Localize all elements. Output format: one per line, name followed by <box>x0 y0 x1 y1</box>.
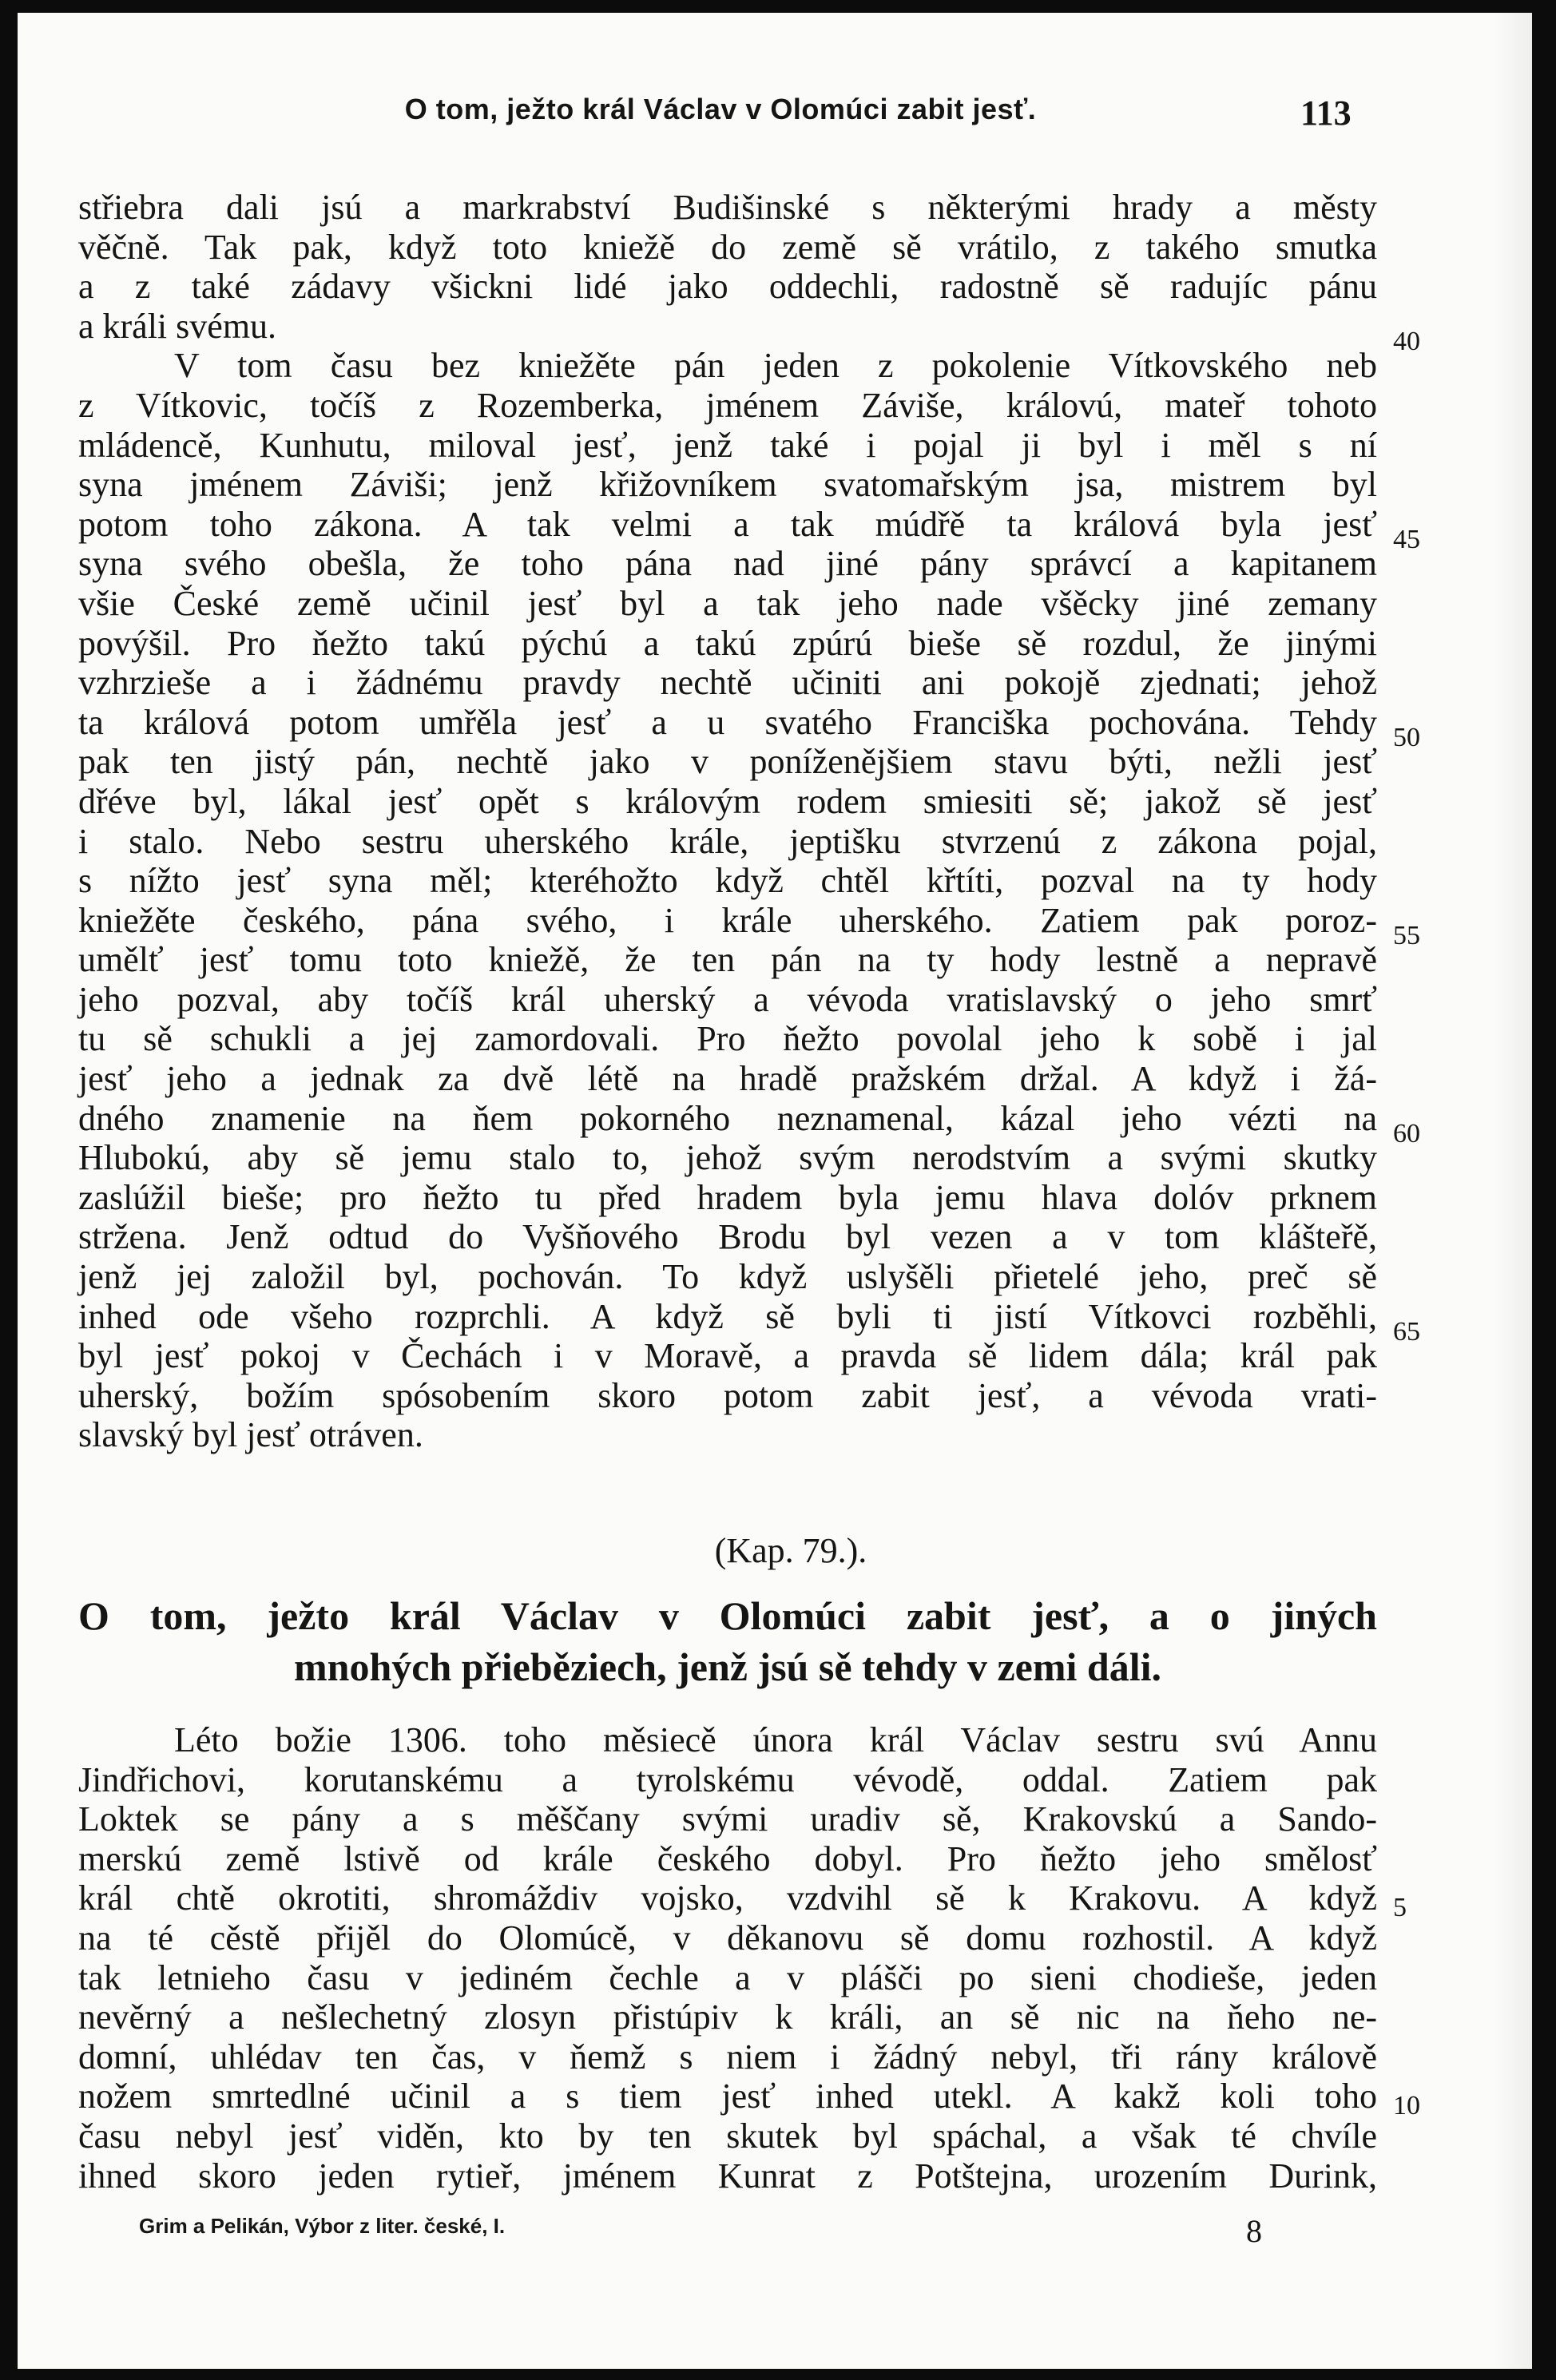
text-line: zaslúžil bieše; pro ňežto tu před hradem byla jemu hlava dolóv prknem <box>78 1177 1377 1217</box>
book-page <box>18 13 1532 2369</box>
text-line: na té cěstě přijěl do Olomúcě, v děkanovu sě domu rozhostil. A když <box>78 1918 1377 1958</box>
text-line: kniežěte českého, pána svého, i krále uherského. Zatiem pak poroz- <box>78 900 1377 940</box>
text-line: mládencě, Kunhutu, miloval jesť, jenž také i pojal ji byl i měl s ní <box>78 425 1377 465</box>
chapter-title-line: mnohých přieběziech, jenž jsú sě tehdy v zemi dáli. <box>293 1644 1161 1689</box>
text-line: Loktek se pány a s měščany svými uradiv sě, Krakovskú a Sando- <box>78 1799 1377 1839</box>
text-line: času nebyl jesť viděn, kto by ten skutek byl spáchal, a však té chvíle <box>78 2116 1377 2156</box>
margin-line-number: 5 <box>1393 1893 1407 1922</box>
margin-line-number: 10 <box>1393 2091 1420 2120</box>
text-line: ihned skoro jeden rytieř, jménem Kunrat z Potštejna, urozením Durink, <box>78 2156 1377 2196</box>
text-line: stržena. Jenž odtud do Vyšňového Brodu byl vezen a v tom klášteřě, <box>78 1217 1377 1257</box>
text-line: všie České země učinil jesť byl a tak jeho nade všěcky jiné zemany <box>78 583 1377 623</box>
text-line: a z také zádavy všickni lidé jako oddechli, radostně sě radujíc pánu <box>78 267 1377 307</box>
text-line: pak ten jistý pán, nechtě jako v poníženějšiem stavu býti, nežli jesť <box>78 742 1377 782</box>
footer-source-note: Grim a Pelikán, Výbor z liter. české, I. <box>139 2214 506 2238</box>
text-line: potom toho zákona. A tak velmi a tak múdřě ta králová byla jesť <box>78 504 1377 544</box>
text-line: jeho pozval, aby točíš král uherský a vévoda vratislavský o jeho smrť <box>78 979 1377 1019</box>
margin-line-number: 55 <box>1393 921 1420 950</box>
text-line: jesť jeho a jednak za dvě létě na hradě pražském držal. A když i žá- <box>78 1059 1377 1099</box>
text-line: Jindřichovi, korutanskému a tyrolskému vévodě, oddal. Zatiem pak <box>78 1759 1377 1799</box>
chapter-title-line: O tom, ježto král Václav v Olomúci zabit jesť, a o jiných <box>78 1593 1377 1638</box>
text-line: i stalo. Nebo sestru uherského krále, jeptišku stvrzenú z zákona pojal, <box>78 821 1377 861</box>
text-line: z Vítkovic, točíš z Rozemberka, jménem Záviše, královú, mateř tohoto <box>78 385 1377 425</box>
text-line: král chtě okrotiti, shromáždiv vojsko, vzdvihl sě k Krakovu. A když <box>78 1878 1377 1918</box>
text-line: inhed ode všeho rozprchli. A když sě byli ti jistí Vítkovci rozběhli, <box>78 1296 1377 1336</box>
page-number: 113 <box>1300 93 1352 133</box>
margin-line-number: 45 <box>1393 525 1420 554</box>
margin-line-number: 50 <box>1393 723 1420 752</box>
text-line: věčně. Tak pak, když toto kniežě do země sě vrátilo, z takého smutka <box>78 227 1377 267</box>
text-line: syna jménem Záviši; jenž křižovníkem svatomařským jsa, mistrem byl <box>78 465 1377 505</box>
text-line: s nížto jesť syna měl; kteréhožto když chtěl křtíti, pozval na ty hody <box>78 861 1377 901</box>
text-line: slavský byl jesť otráven. <box>78 1415 423 1455</box>
text-line: domní, uhlédav ten čas, v ňemž s niem i žádný nebyl, tři rány králově <box>78 2037 1377 2077</box>
text-line: uherský, božím spósobením skoro potom zabit jesť, a vévoda vrati- <box>78 1375 1377 1415</box>
page-edge-shade <box>1494 13 1532 2369</box>
text-line: umělť jesť tomu toto kniežě, že ten pán na ty hody lestně a nepravě <box>78 940 1377 980</box>
text-block-bottom <box>78 1720 1377 2196</box>
text-line: střiebra dali jsú a markrabství Budišinské s některými hrady a městy <box>78 188 1377 227</box>
text-line: dřéve byl, lákal jesť opět s královým rodem smiesiti sě; jakož sě jesť <box>78 781 1377 821</box>
text-line: jenž jej založil byl, pochován. To když uslyšěli přietelé jeho, preč sě <box>78 1257 1377 1297</box>
text-line: dného znamenie na ňem pokorného neznamenal, kázal jeho vézti na <box>78 1098 1377 1138</box>
text-line: Léto božie 1306. toho měsiecě února král Václav sestru svú Annu <box>174 1720 1377 1759</box>
margin-line-number: 60 <box>1393 1119 1420 1148</box>
text-line: vzhrzieše a i žádnému pravdy nechtě učiniti ani pokojě zjednati; jehož <box>78 663 1377 703</box>
text-line: V tom času bez kniežěte pán jeden z pokolenie Vítkovského neb <box>174 346 1377 386</box>
text-block-top <box>78 188 1377 1455</box>
margin-line-number: 65 <box>1393 1317 1420 1347</box>
text-line: merskú země lstivě od krále českého dobyl. Pro ňežto jeho smělosť <box>78 1839 1377 1878</box>
text-line: tu sě schukli a jej zamordovali. Pro ňežto povolal jeho k sobě i jal <box>78 1019 1377 1059</box>
margin-line-number: 40 <box>1393 327 1420 356</box>
text-line: byl jesť pokoj v Čechách i v Moravě, a pravda sě lidem dála; král pak <box>78 1336 1377 1376</box>
text-line: Hlubokú, aby sě jemu stalo to, jehož svým nerodstvím a svými skutky <box>78 1138 1377 1178</box>
signature-mark: 8 <box>1246 2213 1262 2249</box>
text-line: a králi svému. <box>78 306 277 346</box>
text-line: syna svého obešla, že toho pána nad jiné pány správcí a kapitanem <box>78 544 1377 584</box>
text-line: nevěrný a nešlechetný zlosyn přistúpiv k králi, an sě nic na ňeho ne- <box>78 1997 1377 2037</box>
text-line: tak letnieho času v jediném čechle a v plášči po sieni chodieše, jeden <box>78 1958 1377 1997</box>
text-line: povýšil. Pro ňežto takú pýchú a takú zpúrú bieše sě rozdul, že jinými <box>78 623 1377 663</box>
text-line: ta králová potom umřěla jesť a u svatého Franciška pochována. Tehdy <box>78 702 1377 742</box>
running-head: O tom, ježto král Václav v Olomúci zabit jesť. <box>404 93 1037 125</box>
text-line: nožem smrtedlné učinil a s tiem jesť inhed utekl. A kakž koli toho <box>78 2077 1377 2116</box>
chapter-label: (Kap. 79.). <box>714 1531 867 1570</box>
chapter-title <box>78 1590 1377 1692</box>
